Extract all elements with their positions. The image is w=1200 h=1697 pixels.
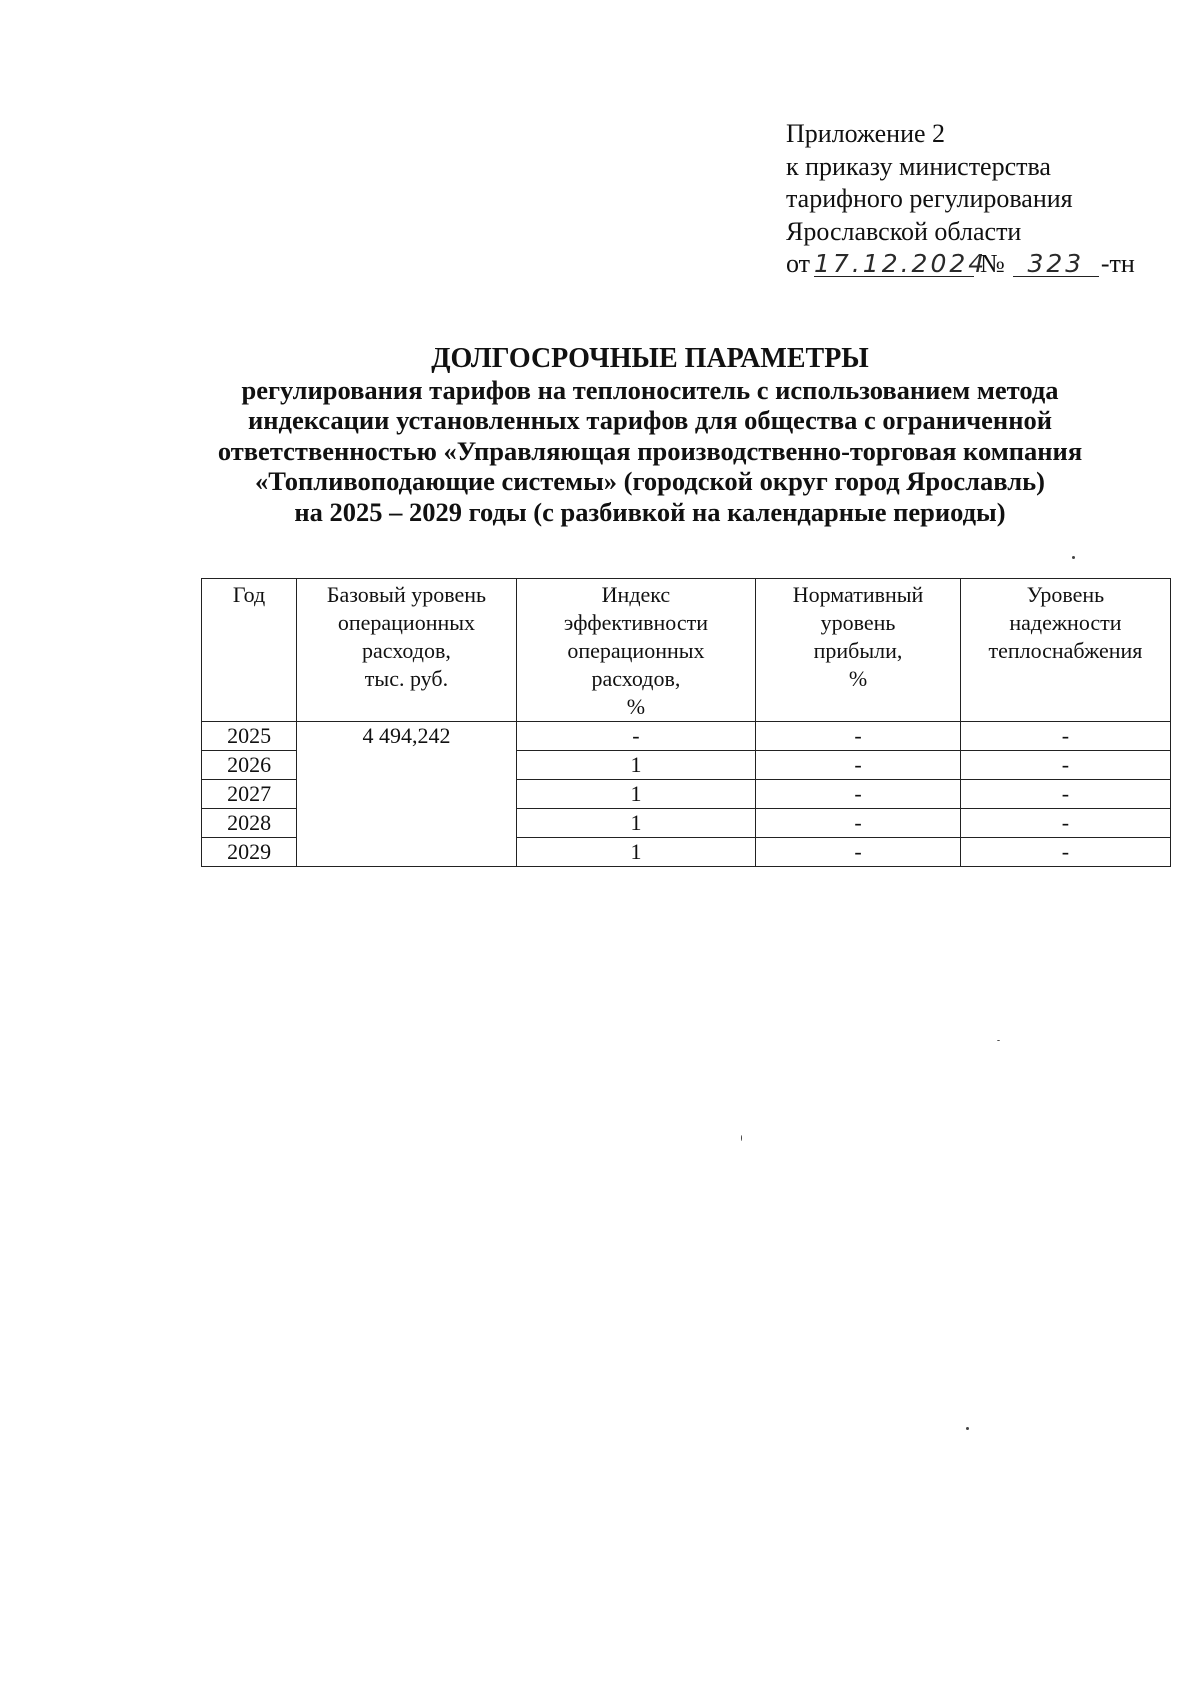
- header-profit-level: [756, 579, 961, 722]
- appendix-line: Приложение 2: [786, 119, 946, 148]
- table-header-row: [202, 579, 1171, 722]
- header-text: Год: [232, 582, 266, 607]
- cell-year: 2028: [202, 809, 297, 838]
- cell-reliability: -: [960, 780, 1170, 809]
- header-text: операционных: [567, 638, 705, 663]
- cell-index: 1: [516, 838, 755, 867]
- appendix-line: Ярославской области: [786, 216, 1022, 246]
- cell-index: -: [516, 722, 755, 751]
- cell-year: 2026: [202, 751, 297, 780]
- handwritten-date: 17.12.2024: [814, 249, 988, 278]
- header-base-level: [297, 579, 517, 722]
- cell-profit: -: [756, 751, 961, 780]
- header-text: прибыли,: [813, 638, 903, 663]
- cell-profit: -: [756, 809, 961, 838]
- cell-year: 2029: [202, 838, 297, 867]
- cell-index: 1: [516, 780, 755, 809]
- cell-profit: -: [756, 780, 961, 809]
- scan-speck: [997, 1040, 1000, 1041]
- title-line: индексации установленных тарифов для общества с ограниченной: [248, 405, 1052, 435]
- header-text: расходов,: [362, 638, 451, 663]
- header-text: уровень: [820, 610, 896, 635]
- header-text: тыс. руб.: [364, 666, 449, 691]
- cell-index: 1: [516, 809, 755, 838]
- header-text: Нормативный: [792, 582, 924, 607]
- header-reliability: [960, 579, 1170, 722]
- appendix-line: к приказу министерства: [786, 151, 1051, 181]
- header-text: %: [848, 666, 868, 691]
- header-text: Уровень: [1026, 582, 1105, 607]
- title-line: на 2025 – 2029 годы (с разбивкой на календарные периоды): [294, 496, 1006, 527]
- document-title: [150, 344, 1150, 527]
- header-text: Индекс: [601, 582, 671, 607]
- title-heading: ДОЛГОСРОЧНЫЕ ПАРАМЕТРЫ: [431, 343, 869, 374]
- header-text: надежности: [1009, 610, 1122, 635]
- cell-reliability: -: [960, 809, 1170, 838]
- scan-speck: [1072, 556, 1075, 559]
- header-efficiency-index: [516, 579, 755, 722]
- header-text: расходов,: [591, 666, 681, 691]
- scan-speck: [741, 1135, 742, 1141]
- cell-reliability: -: [960, 751, 1170, 780]
- header-text: теплоснабжения: [988, 638, 1143, 663]
- number-suffix: -тн: [1100, 249, 1135, 278]
- header-text: эффективности: [563, 610, 708, 635]
- appendix-block: [786, 118, 1135, 281]
- parameters-table: [201, 578, 1171, 867]
- handwritten-number: 323: [1013, 252, 1099, 277]
- appendix-date-line: [786, 248, 1135, 281]
- date-prefix: от: [786, 249, 811, 278]
- header-year: [202, 579, 297, 722]
- cell-profit: -: [756, 838, 961, 867]
- cell-year: 2027: [202, 780, 297, 809]
- cell-reliability: -: [960, 722, 1170, 751]
- title-line: ответственностью «Управляющая производственно-торговая компания: [217, 435, 1083, 466]
- scan-speck: [966, 1427, 969, 1430]
- title-line: регулирования тарифов на теплоноситель с использованием метода: [241, 374, 1059, 405]
- cell-year: 2025: [202, 722, 297, 751]
- table-row: [202, 722, 1171, 751]
- cell-index: 1: [516, 751, 755, 780]
- header-text: Базовый уровень: [326, 582, 487, 607]
- cell-base-level: 4 494,242: [297, 722, 517, 867]
- header-text: %: [626, 694, 646, 719]
- cell-reliability: -: [960, 838, 1170, 867]
- title-line: «Топливоподающие системы» (городской округ город Ярославль): [255, 466, 1045, 496]
- appendix-line: тарифного регулирования: [786, 184, 1073, 213]
- cell-profit: -: [756, 722, 961, 751]
- header-text: операционных: [337, 610, 476, 635]
- number-prefix: №: [980, 249, 1005, 278]
